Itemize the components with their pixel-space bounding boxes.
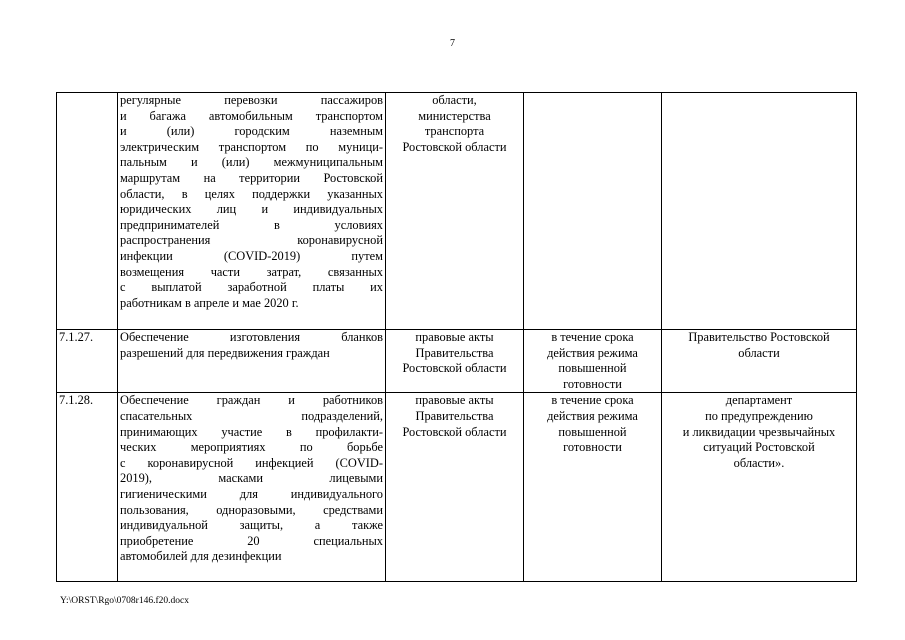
responsible-cell <box>662 393 857 582</box>
form-line: Ростовской области <box>402 139 507 154</box>
description-line: Обеспечение граждан и работников <box>120 393 383 408</box>
term-line: действия режима <box>547 345 638 360</box>
term-cell <box>524 93 662 330</box>
form-line: Ростовской области <box>402 361 507 376</box>
description-line: Обеспечение изготовления бланков <box>120 330 383 344</box>
description-line: с выплатой заработной платы их <box>120 280 383 295</box>
description-line: и багажа автомобильным транспортом <box>120 108 383 123</box>
description-line: юридических лиц и индивидуальных <box>120 202 383 217</box>
description-line: области, в целях поддержки указанных <box>120 186 383 201</box>
responsible-line: и ликвидации чрезвычайных <box>682 424 836 439</box>
measure-description-cell <box>118 330 386 393</box>
measures-table <box>56 92 857 582</box>
row-number-cell: 7.1.27. <box>57 330 118 393</box>
term-line: готовности <box>563 440 622 455</box>
term-line: готовности <box>563 376 622 391</box>
description-line: принимающих участие в профилакти- <box>120 424 383 439</box>
table-row <box>57 93 857 330</box>
measure-description-cell <box>118 393 386 582</box>
legal-form-cell <box>386 330 524 393</box>
form-line: Ростовской области <box>402 424 507 439</box>
description-line: электрическим транспортом по муници- <box>120 139 383 154</box>
form-line: области, <box>432 93 477 107</box>
description-line: и (или) городским наземным <box>120 124 383 139</box>
description-line: регулярные перевозки пассажиров <box>120 93 383 107</box>
description-line: пальным и (или) межмуниципальным <box>120 155 383 170</box>
description-line: автомобилей для дезинфекции <box>120 549 282 564</box>
term-cell <box>524 330 662 393</box>
form-line: правовые акты <box>415 393 494 408</box>
form-line: Правительства <box>415 345 494 360</box>
row-number-cell: 7.1.28. <box>57 393 118 582</box>
form-line: Правительства <box>415 408 494 423</box>
description-line: работникам в апреле и мае 2020 г. <box>120 295 299 310</box>
description-line: предпринимателей в условиях <box>120 217 383 232</box>
responsible-line: ситуаций Ростовской <box>703 440 815 455</box>
form-line: правовые акты <box>415 330 494 344</box>
term-line: повышенной <box>558 361 627 376</box>
term-line: действия режима <box>547 408 638 423</box>
legal-form-cell <box>386 93 524 330</box>
description-line: 2019), масками лицевыми <box>120 471 383 486</box>
description-line: с коронавирусной инфекцией (COVID- <box>120 455 383 470</box>
description-line: гигиеническими для индивидуального <box>120 486 383 501</box>
description-line: индивидуальной защиты, а также <box>120 518 383 533</box>
description-line: ческих мероприятиях по борьбе <box>120 440 383 455</box>
term-line: в течение срока <box>551 330 634 344</box>
description-line: разрешений для передвижения граждан <box>120 345 330 360</box>
term-cell <box>524 393 662 582</box>
description-line: распространения коронавирусной <box>120 233 383 248</box>
responsible-line: области». <box>733 455 785 470</box>
description-line: возмещения части затрат, связанных <box>120 264 383 279</box>
form-line: транспорта <box>424 124 485 139</box>
footer-file-path: Y:\ORST\Rgo\0708r146.f20.docx <box>60 596 189 606</box>
responsible-line: по предупреждению <box>705 408 813 423</box>
legal-form-cell <box>386 393 524 582</box>
term-line: повышенной <box>558 424 627 439</box>
responsible-line: области <box>738 345 780 360</box>
row-number-cell <box>57 93 118 330</box>
table-row <box>57 330 857 393</box>
responsible-line: Правительство Ростовской <box>688 330 830 344</box>
table-row <box>57 393 857 582</box>
responsible-cell <box>662 93 857 330</box>
measure-description-cell <box>118 93 386 330</box>
responsible-cell <box>662 330 857 393</box>
responsible-line: департамент <box>725 393 793 408</box>
term-line: в течение срока <box>551 393 634 408</box>
form-line: министерства <box>418 108 491 123</box>
page-number: 7 <box>450 38 455 49</box>
description-line: инфекции (COVID-2019) путем <box>120 248 383 263</box>
description-line: пользования, одноразовыми, средствами <box>120 502 383 517</box>
description-line: приобретение 20 специальных <box>120 533 383 548</box>
description-line: маршрутам на территории Ростовской <box>120 170 383 185</box>
description-line: спасательных подразделений, <box>120 408 383 423</box>
